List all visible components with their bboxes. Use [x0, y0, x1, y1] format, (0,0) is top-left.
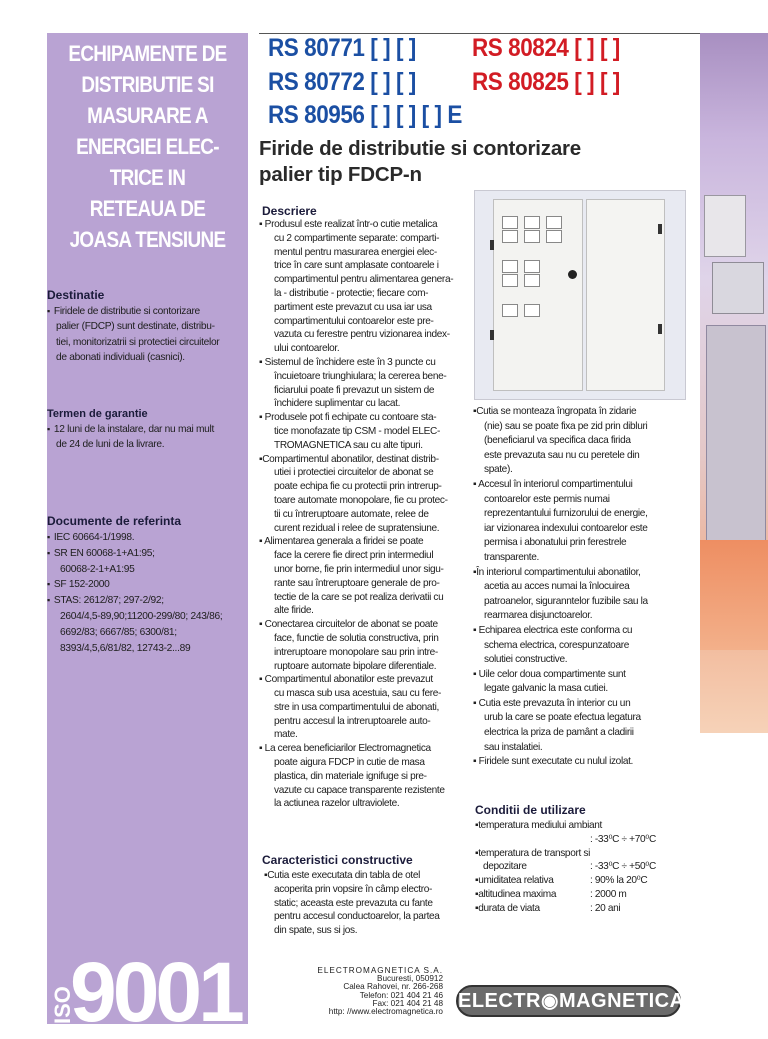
descriere-line: ▪ Conectarea circuitelor de abonat se poate	[259, 619, 438, 631]
descriere-line: tii cu întreruptoare automate, relee de	[274, 508, 429, 520]
descriere-line: mate.	[274, 729, 298, 741]
descriere-line: închidere suplimentar cu lacat.	[274, 398, 401, 410]
descriere-line: la - distributie - protectie; fiecare com-	[274, 287, 429, 299]
descriere-line: poate aigura FDCP in cutie de masa	[274, 757, 425, 769]
descriere-line: intreruptoare monopolare sau prin intre-	[274, 646, 438, 658]
descriere-line: tectie de la care se pot realiza derivatii cu	[274, 591, 444, 603]
conditii-value: : -33⁰C ÷ +70⁰C	[590, 833, 656, 845]
address-line: Fax: 021 404 21 48	[372, 998, 443, 1008]
documente-text	[47, 530, 222, 656]
page-subtitle	[259, 136, 581, 188]
documente-heading: Documente de referinta	[47, 514, 182, 528]
conditii-heading: Conditii de utilizare	[475, 803, 586, 817]
category-title-line: TRICE IN	[109, 165, 186, 190]
right-line: (nie) sau se poate fixa pe zid prin dibluri	[484, 420, 648, 432]
conditii-value: : -33⁰C ÷ +50⁰C	[590, 861, 656, 873]
conditii-label: ▪temperatura mediului ambiant	[475, 820, 602, 831]
right-line: permisa i abonatului prin ferestrele	[484, 537, 627, 549]
conditii-table	[475, 819, 700, 916]
descriere-line: trice în care sunt amplasate contoarele i	[274, 260, 439, 272]
caracteristici-line: din spate, sus si jos.	[274, 925, 358, 937]
right-column-text	[473, 405, 648, 770]
company-website-link[interactable]: http: //www.electromagnetica.ro	[328, 1007, 443, 1017]
destinatie-line: tiei, monitorizatrii si protectiei circuitelor	[56, 336, 220, 348]
descriere-line: plastica, din materiale ignifuge si pre-	[274, 770, 427, 782]
descriere-heading: Descriere	[262, 204, 317, 218]
right-line: contoarelor este permis numai	[484, 493, 610, 505]
descriere-line: la actiunea razelor ultraviolete.	[274, 798, 400, 810]
right-line: transparente.	[484, 551, 539, 563]
descriere-line: stre in usa compartimentului de abonati,	[274, 701, 439, 713]
documente-line: ▪ STAS: 2612/87; 297-2/92;	[47, 593, 222, 609]
caracteristici-line: pentru accesul conductoarelor, la partea	[274, 911, 440, 923]
product-code: RS 80771 [ ] [ ]	[268, 34, 416, 62]
descriere-line: cu 2 compartimente separate: comparti-	[274, 232, 440, 244]
right-line: rearmarea disjunctoarelor.	[484, 610, 593, 622]
right-line: ▪ Accesul în interiorul compartimentului	[473, 478, 633, 490]
decorative-gradient	[700, 540, 768, 650]
descriere-line: tice monofazate tip CSM - model ELEC-	[274, 425, 441, 437]
right-line: reprezentantului furnizorului de energie,	[484, 508, 648, 520]
documente-line: ▪ IEC 60664-1/1998.	[47, 530, 222, 546]
descriere-line: încuietoare triunghiulara; la cererea bene-	[274, 370, 447, 382]
right-line: acetia au acces numai la înlocuirea	[484, 581, 630, 593]
category-title-line: JOASA TENSIUNE	[69, 227, 226, 252]
cabinet-meter-door	[493, 199, 583, 391]
company-logo: ELECTR◉MAGNETICA	[456, 985, 681, 1017]
right-line: (beneficiarul va specifica daca firida	[484, 435, 631, 447]
descriere-line: ▪ La cerea beneficiarilor Electromagnetica	[259, 743, 431, 755]
right-line: ▪ Firidele sunt executate cu nulul izolat.	[473, 756, 634, 768]
iso-number: 9001	[70, 945, 241, 1039]
caracteristici-line: static; aceasta este prevazuta cu fante	[274, 897, 433, 909]
decorative-cabinet-photo	[706, 325, 766, 557]
descriere-line: poate echipa fie cu protectii prin intrerup-	[274, 481, 442, 493]
destinatie-line: palier (FDCP) sunt destinate, distribu-	[56, 321, 215, 333]
right-line: solutiei constructive.	[484, 654, 568, 666]
descriere-line: curent rezidual i relee de supratensiune.	[274, 522, 440, 534]
product-code: RS 80956 [ ] [ ] [ ] E	[268, 101, 462, 129]
cabinet-subscriber-door	[586, 199, 665, 391]
right-line: electrica la priza de pamânt a cladirii	[484, 727, 634, 739]
descriere-line: ruptoare automate bipolare diferentiale.	[274, 660, 437, 672]
right-line: ▪Cutia se monteaza îngropata în zidarie	[473, 406, 637, 417]
descriere-line: vazuta cu ferestre pentru vizionarea index-	[274, 329, 450, 341]
conditii-value: : 2000 m	[590, 888, 627, 900]
garantie-line: ▪ 12 luni de la instalare, dar nu mai mult	[47, 422, 214, 437]
descriere-line: vazute cu capace transparente rezistente	[274, 784, 445, 796]
descriere-line: TROMAGNETICA sau cu alte tipuri.	[274, 439, 423, 451]
address-line: ELECTROMAGNETICA S.A.	[317, 966, 443, 975]
product-code: RS 80825 [ ] [ ]	[472, 68, 620, 96]
destinatie-heading: Destinatie	[47, 288, 105, 302]
descriere-text	[259, 218, 453, 811]
right-line: spate).	[484, 464, 513, 476]
iso-prefix: ISO	[50, 986, 75, 1024]
subtitle-line: palier tip FDCP-n	[259, 163, 422, 186]
documente-line: 60068-2-1+A1:95	[60, 563, 135, 575]
documente-line: 8393/4,5,6/81/82, 12743-2...89	[60, 642, 191, 654]
category-title-line: ECHIPAMENTE DE	[68, 41, 227, 66]
descriere-line: cu masca sub usa acestuia, sau cu fere-	[274, 688, 442, 700]
right-line: este prevazuta sau nu cu peretele din	[484, 449, 640, 461]
conditii-label: ▪altitudinea maxima	[475, 888, 557, 900]
conditii-value: : 90% la 20⁰C	[590, 875, 648, 887]
product-code: RS 80772 [ ] [ ]	[268, 68, 416, 96]
descriere-line: utiei i protectiei circuitelor de abonat se	[274, 467, 434, 479]
caracteristici-heading: Caracteristici constructive	[262, 853, 413, 867]
conditii-label: ▪temperatura de transport si	[475, 847, 590, 859]
company-address	[276, 967, 443, 1016]
documente-line: 2604/4,5-89,90;11200-299/80; 243/86;	[60, 610, 223, 622]
right-line: ▪ Uile celor doua compartimente sunt	[473, 668, 626, 680]
descriere-line: partiment este prevazut cu usa iar usa	[274, 301, 432, 313]
category-title-line: ENERGIEI ELEC-	[76, 134, 219, 159]
category-title-line: MASURARE A	[87, 103, 208, 128]
category-title-line: RETEAUA DE	[89, 196, 206, 221]
caracteristici-line: acoperita prin vopsire în câmp electro-	[274, 883, 433, 895]
category-title-line: DISTRIBUTIE SI	[81, 72, 214, 97]
descriere-line: mentul pentru masurarea energiei elec-	[274, 246, 437, 258]
right-line: legate galvanic la masa cutiei.	[484, 683, 608, 695]
conditii-label: ▪umiditatea relativa	[475, 875, 554, 887]
address-line: Telefon: 021 404 21 46	[359, 990, 443, 1000]
descriere-line: ▪ Sistemul de închidere este în 3 puncte cu	[259, 356, 436, 368]
right-line: ▪ Cutia este prevazuta în interior cu un	[473, 697, 631, 709]
subtitle-line: Firide de distributie si contorizare	[259, 137, 582, 160]
right-line: urub la care se poate efectua legatura	[484, 712, 641, 724]
descriere-line: pentru accesul la intreruptoarele auto-	[274, 715, 431, 727]
descriere-line: ▪ Produsul este realizat într-o cutie metalica	[259, 219, 438, 230]
descriere-line: compartimentul pentru alimentarea genera-	[274, 274, 454, 286]
descriere-line: ului contoarelor.	[274, 343, 340, 355]
documente-line: ▪ SR EN 60068-1+A1:95;	[47, 546, 222, 562]
address-line: Bucuresti, 050912	[377, 974, 443, 984]
decorative-meter-photo	[712, 262, 764, 314]
product-code: RS 80824 [ ] [ ]	[472, 34, 620, 62]
right-line: schema electrica, corespunzatoare	[484, 639, 629, 651]
destinatie-line: ▪ Firidele de distributie si contorizare	[47, 304, 219, 319]
destinatie-text	[47, 304, 219, 366]
descriere-line: compartimentului contoarelor este pre-	[274, 315, 434, 327]
garantie-line: de 24 de luni de la livrare.	[56, 439, 165, 451]
destinatie-line: de abonati individuali (casnici).	[56, 352, 185, 364]
category-title	[61, 38, 234, 255]
right-line: sau instalatiei.	[484, 741, 543, 753]
conditii-value: : 20 ani	[590, 902, 621, 914]
address-line: Calea Rahovei, nr. 266-268	[343, 982, 443, 992]
descriere-line: face la cerere fie direct prin intermediul	[274, 550, 434, 562]
garantie-text	[47, 422, 214, 453]
conditii-label: depozitare	[483, 861, 527, 873]
descriere-line: ▪ Alimentarea generala a firidei se poate	[259, 536, 424, 548]
caracteristici-line: ▪Cutia este executata din tabla de otel	[264, 870, 421, 881]
descriere-line: ▪Compartimentul abonatilor, destinat distrib-	[259, 453, 439, 465]
right-line: patroanelor, siguranntelor fuzibile sau la	[484, 595, 648, 607]
garantie-heading: Termen de garantie	[47, 408, 148, 420]
descriere-line: alte firide.	[274, 605, 314, 617]
documente-line: ▪ SF 152-2000	[47, 577, 222, 593]
descriere-line: ficiarului poate fi prevazut un sistem de	[274, 384, 435, 396]
descriere-line: rante sau întreruptoare generale de pro-	[274, 577, 440, 589]
decorative-meter-photo	[704, 195, 746, 257]
right-line: ▪În interiorul compartimentului abonatilor,	[473, 566, 641, 578]
right-line: iar vizionarea indexului contoarelor este	[484, 522, 648, 534]
conditii-label: ▪durata de viata	[475, 902, 540, 914]
descriere-line: ▪ Produsele pot fi echipate cu contoare sta-	[259, 412, 437, 424]
descriere-line: toare automate monopolare, fie cu protec-	[274, 494, 448, 506]
caracteristici-text	[264, 869, 440, 938]
descriere-line: unor borne, fie prin intermediul unor sigu-	[274, 563, 444, 575]
descriere-line: face, functie de solutia constructiva, prin	[274, 632, 439, 644]
right-line: ▪ Echiparea electrica este conforma cu	[473, 624, 633, 636]
descriere-line: ▪ Compartimentul abonatilor este prevazut	[259, 674, 433, 686]
documente-line: 6692/83; 6667/85; 6300/81;	[60, 626, 177, 638]
